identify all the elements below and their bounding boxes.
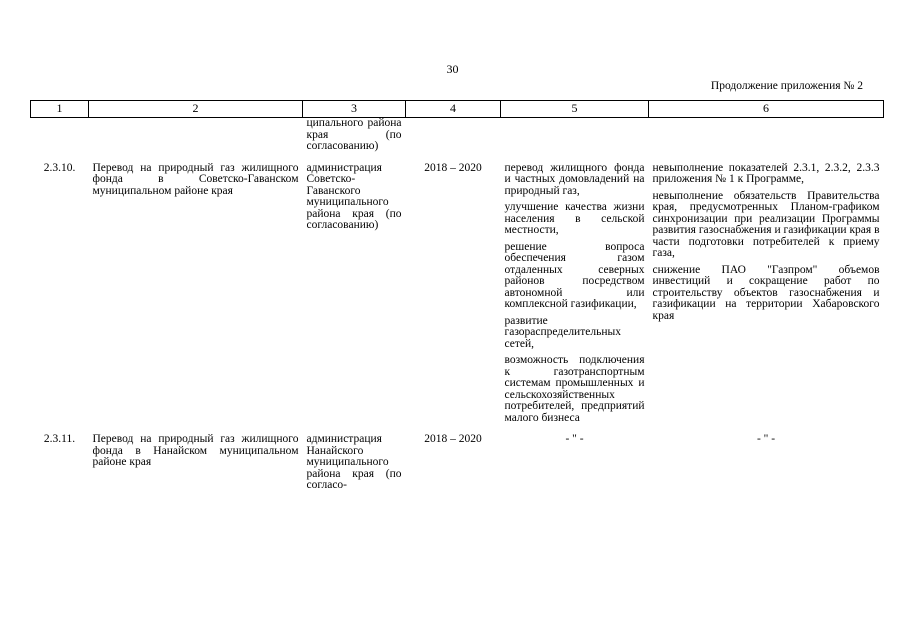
consequences-cell xyxy=(649,163,884,435)
measure-name: Перевод на природный газ жилищного фонда в Советско-Гаванском муниципальном районе края xyxy=(92,161,299,197)
consequence-item: невыполнение обязательств Правительства края, предусмотренных Планом-графиком синхронизации при реализации Программы развития газоснабжения и газификации края в части подготовки потребителей к приему газа, xyxy=(652,189,880,259)
header-col-5: 5 xyxy=(501,101,649,118)
header-col-2: 2 xyxy=(89,101,303,118)
row-number: 2.3.10. xyxy=(43,161,76,174)
page-number: 30 xyxy=(446,62,459,76)
executor-cell: ципального района края (по согласованию) xyxy=(306,117,402,152)
table-row xyxy=(31,163,884,435)
table-row xyxy=(31,434,884,492)
header-col-3: 3 xyxy=(303,101,406,118)
result-item: перевод жилищного фонда и частных домовладений на природный газ, xyxy=(504,161,645,197)
results-cell xyxy=(501,163,649,435)
measure-name: Перевод на природный газ жилищного фонда в Нанайском муниципальном районе края xyxy=(92,433,299,468)
result-item: решение вопроса обеспечения газом отдаленных северных районов посредством автономной или комплексной газификации, xyxy=(504,240,645,310)
consequence-item: снижение ПАО "Газпром" объемов инвестиций и сокращение работ по строительству объектов газоснабжения и газификации на территории Хабаровского края xyxy=(652,263,880,322)
header-col-1: 1 xyxy=(31,101,89,118)
row-number: 2.3.11. xyxy=(43,433,76,445)
result-item: улучшение качества жизни населения в сельской местности, xyxy=(504,201,645,236)
measures-table xyxy=(30,100,884,492)
results-ditto: - " - xyxy=(565,433,584,445)
consequence-item: невыполнение показателей 2.3.1, 2.3.2, 2.3.3 приложения № 1 к Программе, xyxy=(652,161,880,185)
header-row xyxy=(31,101,884,118)
consequences-ditto: - " - xyxy=(756,433,776,445)
result-item: развитие газораспределительных сетей, xyxy=(504,314,621,350)
executor-cell: администрация Советско-Гаванского муниципального района края (по согласованию) xyxy=(306,161,402,231)
header-col-4: 4 xyxy=(406,101,501,118)
header-col-6: 6 xyxy=(649,101,884,118)
period-cell: 2018 – 2020 xyxy=(424,433,482,445)
executor-cell: администрация Нанайского муниципального района края (по согласо- xyxy=(306,433,402,491)
table-row xyxy=(31,118,884,163)
period-cell: 2018 – 2020 xyxy=(424,161,482,174)
result-item: возможность подключения к газотранспортным системам промышленных и сельскохозяйственных потребителей, предприятий малого бизнеса xyxy=(504,354,645,424)
continuation-label: Продолжение приложения № 2 xyxy=(710,80,863,92)
